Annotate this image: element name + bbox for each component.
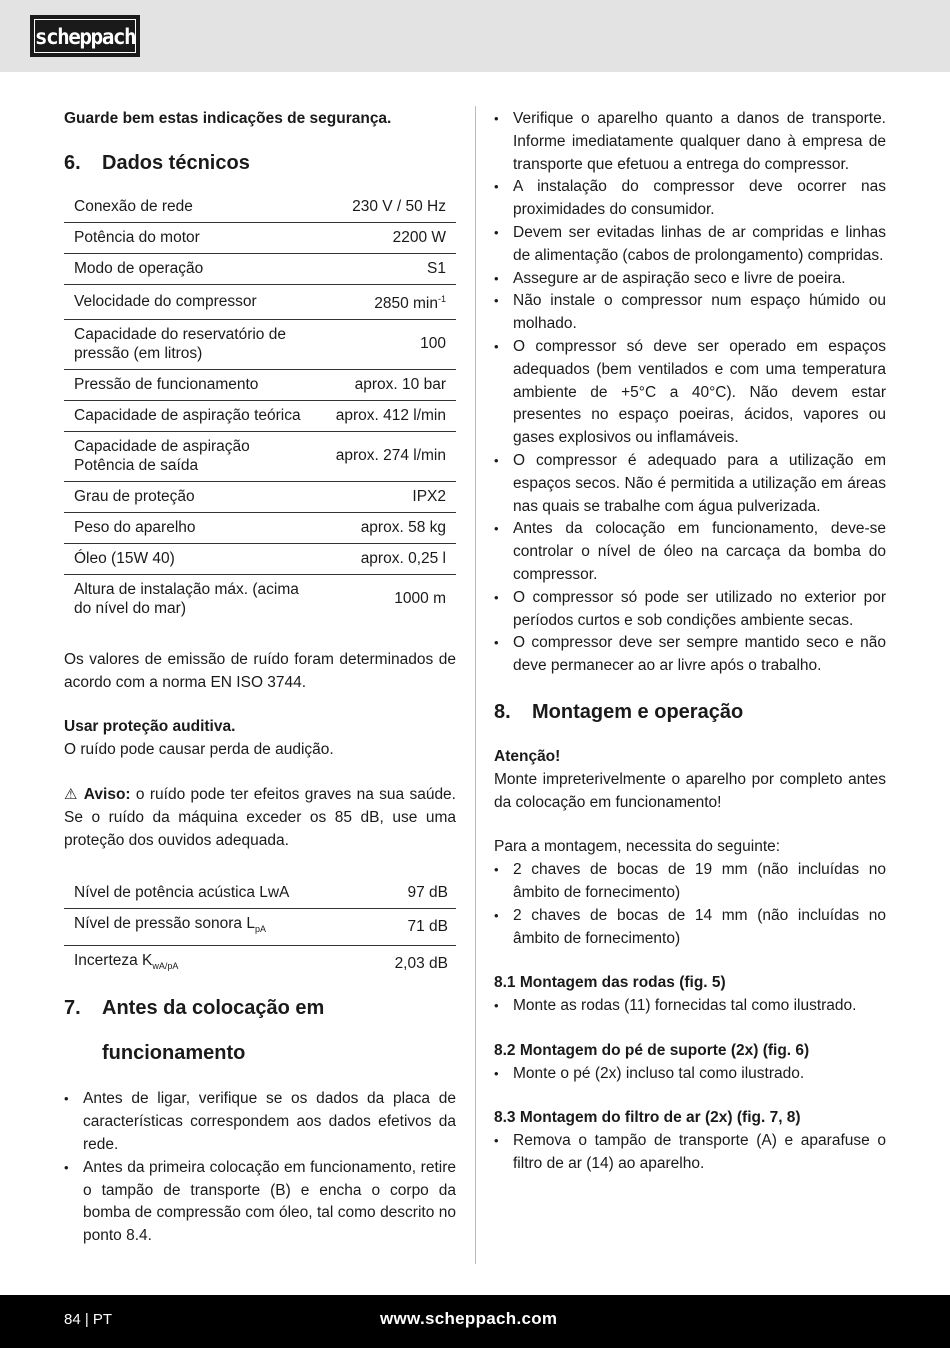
spec-value: [324, 284, 456, 319]
hearing-protection-title: Usar proteção auditiva.: [64, 718, 236, 736]
subsection-8-1-title: 8.1 Montagem das rodas (fig. 5): [494, 974, 726, 992]
right-column: [494, 108, 886, 1176]
table-row: [64, 369, 456, 400]
noise-label-subscript: pA: [254, 924, 266, 935]
spec-value: 230 V / 50 Hz: [324, 192, 456, 223]
subsection-8-3-title: 8.3 Montagem do filtro de ar (2x) (fig. 7, 8): [494, 1109, 801, 1127]
spec-label: Potência do motor: [64, 222, 324, 253]
spec-label: Óleo (15W 40): [64, 543, 324, 574]
warning-label: Aviso:: [83, 785, 131, 803]
list-item: • 2 chaves de bocas de 14 mm (não incluídas no âmbito de fornecimento): [494, 905, 886, 951]
page-number: 84 | PT: [64, 1311, 113, 1328]
section-title: [102, 986, 324, 1076]
spec-value: 1000 m: [394, 590, 446, 608]
table-row: [64, 878, 456, 909]
safety-reminder: Guarde bem estas indicações de segurança.: [64, 110, 392, 127]
attention-title: Atenção!: [494, 747, 561, 765]
subsection-8-2-title: 8.2 Montagem do pé de suporte (2x) (fig. 6): [494, 1041, 810, 1059]
list-item: • Antes da colocação em funcionamento, deve-se controlar o nível de óleo na carcaça da bomba do compressor.: [494, 518, 886, 586]
noise-value: 97 dB: [364, 878, 456, 909]
section-number: 7.: [64, 997, 81, 1020]
spec-label: Altura de instalação máx. (acima do nível do mar): [74, 580, 299, 617]
list-item: • Não instale o compressor num espaço húmido ou molhado.: [494, 290, 886, 336]
spec-value: 100: [324, 319, 456, 369]
spec-value: aprox. 0,25 l: [324, 543, 456, 574]
installation-bullet-list: [494, 108, 886, 678]
list-item: • Remova o tampão de transporte (A) e aparafuse o filtro de ar (14) ao aparelho.: [494, 1130, 886, 1176]
sub83-bullet-list: [494, 1130, 886, 1176]
spec-value-exponent: -1: [437, 293, 446, 304]
noise-values-table: [64, 878, 456, 982]
table-row: [64, 481, 456, 512]
spec-label: Capacidade de aspiração teórica: [64, 400, 324, 431]
noise-label-text: Nível de pressão sonora L: [74, 915, 255, 933]
tools-bullet-list: [494, 859, 886, 950]
table-row: [64, 222, 456, 253]
spec-value: aprox. 58 kg: [324, 512, 456, 543]
table-row: [64, 253, 456, 284]
noise-value: 2,03 dB: [394, 955, 448, 973]
spec-label: Capacidade do reservatório de pressão (em litros): [64, 319, 324, 369]
noise-label-subscript: wA/pA: [152, 961, 179, 972]
spec-value: 2200 W: [324, 222, 456, 253]
list-item: • Monte o pé (2x) incluso tal como ilustrado.: [494, 1063, 886, 1086]
section-number: 6.: [64, 151, 81, 174]
table-row: [64, 512, 456, 543]
spec-label: Velocidade do compressor: [64, 284, 324, 319]
list-item: • O compressor deve ser sempre mantido seco e não deve permanecer ao ar livre após o trabalho.: [494, 632, 886, 678]
section-title-line-1: Antes da colocação em: [102, 997, 325, 1020]
list-item: • Antes da primeira colocação em funcionamento, retire o tampão de transporte (B) e encha o corpo da bomba de compressão com óleo, tal como descrito no ponto 8.4.: [64, 1157, 456, 1248]
scheppach-logo: scheppach: [30, 15, 140, 57]
list-item: • O compressor só pode ser utilizado no exterior por períodos curtos e sob condições ambiente secas.: [494, 587, 886, 633]
spec-value: aprox. 274 l/min: [324, 431, 456, 481]
hearing-protection-text: O ruído pode causar perda de audição.: [64, 741, 334, 759]
section-8-heading: [494, 700, 886, 724]
list-item: • Antes de ligar, verifique se os dados da placa de características correspondem aos dados efetivos da rede.: [64, 1088, 456, 1156]
list-item: • O compressor é adequado para a utilização em espaços secos. Não é permitida a utilização em áreas nas quais se trabalhe com água pulverizada.: [494, 450, 886, 518]
spec-value-text: 2850 min: [374, 294, 438, 312]
section-title-line-2: funcionamento: [102, 1042, 246, 1065]
spec-label: Conexão de rede: [64, 192, 324, 223]
sub82-bullet-list: [494, 1063, 886, 1086]
section-title: Montagem e operação: [532, 700, 744, 723]
column-divider: [475, 106, 476, 1264]
warning-paragraph: [64, 784, 456, 852]
section-6-heading: [64, 151, 456, 175]
section-title: Dados técnicos: [102, 151, 250, 174]
table-row: [64, 400, 456, 431]
spec-label: Peso do aparelho: [64, 512, 324, 543]
spec-label: Modo de operação: [64, 253, 324, 284]
spec-label: Pressão de funcionamento: [64, 369, 324, 400]
spec-value: aprox. 412 l/min: [324, 400, 456, 431]
warning-triangle-icon: ⚠: [64, 785, 79, 803]
list-item: • 2 chaves de bocas de 19 mm (não incluídas no âmbito de fornecimento): [494, 859, 886, 905]
table-row: [64, 946, 456, 983]
table-row: [64, 284, 456, 319]
website-url: www.scheppach.com: [380, 1309, 558, 1328]
table-row: [64, 574, 456, 624]
noise-label: [64, 946, 364, 983]
list-item: • O compressor só deve ser operado em espaços adequados (bem ventilados e com uma temperatura ambiente de +5°C a 40°C). Não devem estar presentes no espaço poeiras, ácidos, vapores ou gases explosivos ou inflamáveis.: [494, 336, 886, 450]
noise-label-text: Nível de potência acústica LwA: [74, 884, 290, 902]
left-column: [64, 108, 456, 1248]
section-7-heading: [64, 986, 456, 1076]
spec-value: IPX2: [324, 481, 456, 512]
noise-emission-text: Os valores de emissão de ruído foram determinados de acordo com a norma EN ISO 3744.: [64, 650, 456, 691]
assembly-requirements-text: Para a montagem, necessita do seguinte:: [494, 838, 781, 856]
noise-label-text: Incerteza K: [74, 952, 153, 970]
noise-value: 71 dB: [364, 909, 456, 946]
table-row: [64, 319, 456, 369]
list-item: • Devem ser evitadas linhas de ar compridas e linhas de alimentação (cabos de prolongamento) compridas.: [494, 222, 886, 268]
spec-label: Grau de proteção: [64, 481, 324, 512]
noise-label: [64, 878, 364, 909]
page-header: [0, 0, 950, 72]
list-item: • Assegure ar de aspiração seco e livre de poeira.: [494, 268, 886, 291]
attention-text: Monte impreterivelmente o aparelho por completo antes da colocação em funcionamento!: [494, 770, 886, 811]
noise-label: [64, 909, 364, 946]
sub81-bullet-list: [494, 995, 886, 1018]
table-row: [64, 909, 456, 946]
page-footer: [0, 1295, 950, 1348]
spec-label: Capacidade de aspiração Potência de saída: [64, 431, 324, 481]
spec-value: S1: [324, 253, 456, 284]
warning-text: o ruído pode ter efeitos graves na sua saúde. Se o ruído da máquina exceder os 85 dB, use uma proteção dos ouvidos adequada.: [64, 785, 456, 849]
spec-value: aprox. 10 bar: [324, 369, 456, 400]
table-row: [64, 192, 456, 223]
technical-data-table: [64, 192, 456, 624]
sec7-bullet-list: [64, 1088, 456, 1248]
table-row: [64, 431, 456, 481]
list-item: • Verifique o aparelho quanto a danos de transporte. Informe imediatamente qualquer dano à empresa de transporte que efetuou a entrega do compressor.: [494, 108, 886, 176]
table-row: [64, 543, 456, 574]
section-number: 8.: [494, 700, 511, 723]
list-item: • Monte as rodas (11) fornecidas tal como ilustrado.: [494, 995, 886, 1018]
list-item: • A instalação do compressor deve ocorrer nas proximidades do consumidor.: [494, 176, 886, 222]
